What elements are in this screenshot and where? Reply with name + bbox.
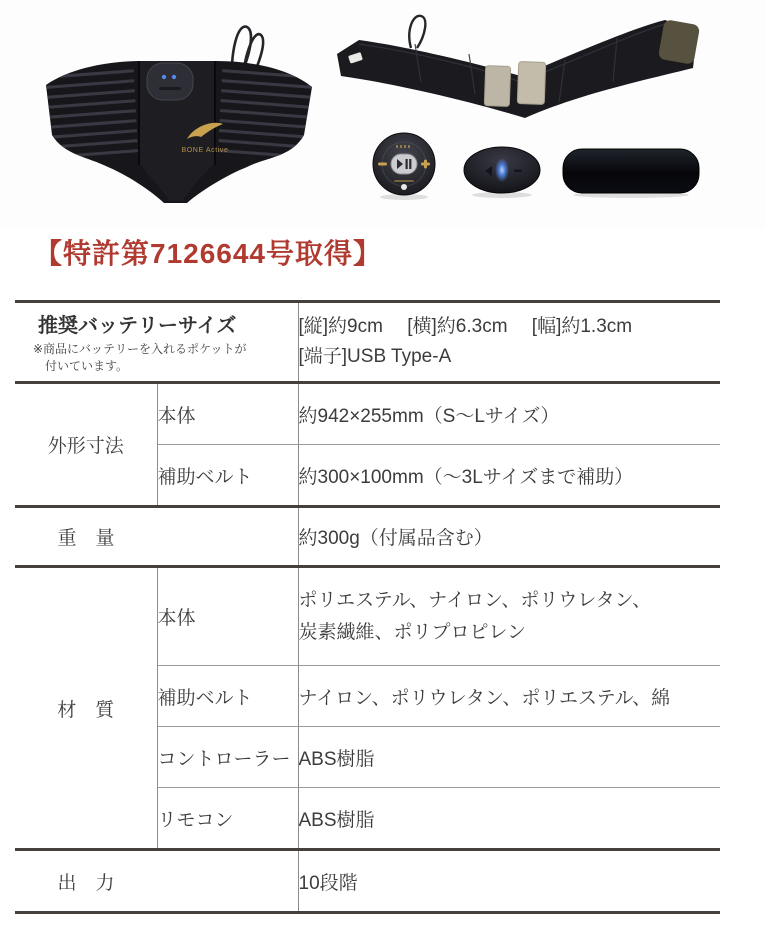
material-remote-label: リモコン [157, 788, 298, 850]
controller-play-pause-icon [391, 154, 417, 174]
material-remote-value: ABS樹脂 [298, 788, 720, 850]
remote-photo [462, 146, 542, 198]
output-label-cell [15, 850, 298, 913]
weight-label-cell [15, 507, 298, 567]
dimensions-body-value: 約942×255mm（S～Lサイズ） [298, 383, 720, 445]
belt-front-photo [42, 15, 317, 215]
power-led [401, 184, 407, 190]
dimensions-belt-value: 約300×100mm（～3Lサイズまで補助） [298, 445, 720, 507]
product-photos [0, 0, 765, 230]
material-controller-value: ABS樹脂 [298, 727, 720, 788]
dimensions-body-label: 本体 [157, 383, 298, 445]
belt-open-photo [333, 10, 701, 150]
controller-bottom-marks [394, 180, 414, 182]
spec-row-battery [15, 302, 720, 383]
spec-row-material-body [15, 567, 720, 666]
velcro-patch [658, 19, 700, 65]
remote-led [495, 158, 509, 182]
weight-label: 重 量 [57, 528, 115, 549]
belt-body [337, 20, 697, 118]
remote-right-mark-icon [514, 170, 522, 173]
spec-row-dimensions-body [15, 383, 720, 445]
material-body-value: ポリエステル、ナイロン、ポリウレタン、 炭素繊維、ポリプロピレン [298, 567, 720, 666]
dimensions-belt-label: 補助ベルト [157, 445, 298, 507]
spec-table [15, 300, 720, 914]
spec-row-output [15, 850, 720, 913]
gel-pad [517, 62, 545, 105]
controller-photo [372, 131, 436, 201]
dimensions-group-label: 外形寸法 [15, 383, 157, 507]
material-body-label: 本体 [157, 567, 298, 666]
battery-label-cell [15, 302, 298, 383]
spec-row-weight [15, 507, 720, 567]
output-label: 出 力 [57, 872, 115, 894]
output-value: 10段階 [298, 850, 720, 913]
patent-heading: 【特許第7126644号取得】 [34, 238, 383, 269]
battery-size-value: [縦]約9cm [横]約6.3cm [幅]約1.3cm [端子]USB Type-A [298, 302, 720, 383]
weight-value: 約300g（付属品含む） [298, 507, 720, 567]
gel-pad [484, 66, 510, 107]
brand-logo-text: BONE Active [181, 147, 229, 154]
battery-pocket-note: ※商品にバッテリーを入れるポケットが 付いています。 [33, 342, 247, 373]
battery-size-label: 推奨バッテリーサイズ [38, 315, 237, 338]
material-group-label: 材 質 [15, 567, 157, 850]
material-controller-label: コントローラー [157, 727, 298, 788]
battery-case-photo [558, 146, 704, 198]
hanger-hook [409, 16, 425, 48]
material-belt-value: ナイロン、ポリウレタン、ポリエステル、綿 [298, 666, 720, 727]
controller-pod [147, 63, 193, 100]
controller-minus-icon [378, 163, 387, 166]
material-belt-label: 補助ベルト [157, 666, 298, 727]
